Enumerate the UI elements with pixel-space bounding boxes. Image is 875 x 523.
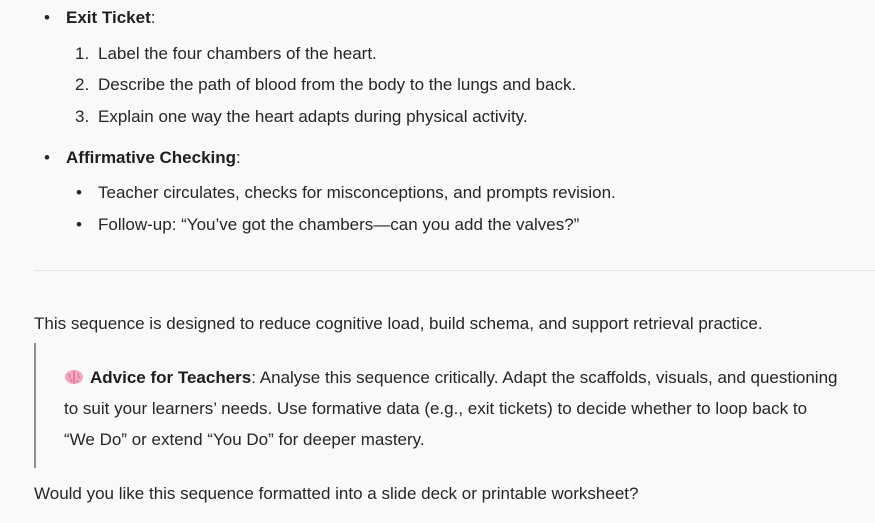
- list-item: Label the four chambers of the heart.: [98, 44, 377, 63]
- list-number: 3.: [75, 107, 90, 126]
- list-number: 1.: [75, 44, 90, 63]
- list-item: Describe the path of blood from the body to the lungs and back.: [98, 75, 577, 94]
- bullet-marker: •: [76, 215, 82, 234]
- bullet-marker: •: [76, 183, 82, 202]
- summary-text: This sequence is designed to reduce cognitive load, build schema, and support retrieval practice.: [34, 314, 763, 333]
- exit-ticket-heading: [66, 7, 155, 29]
- advice-text: : Analyse this sequence critically. Adapt the scaffolds, visuals, and questioning: [251, 368, 838, 387]
- exit-ticket-title: Exit Ticket: [66, 8, 151, 27]
- advice-line-3: “We Do” or extend “You Do” for deeper mastery.: [64, 430, 425, 449]
- list-item: Follow-up: “You’ve got the chambers—can you add the valves?”: [98, 215, 580, 234]
- affirmative-checking-heading: [66, 147, 241, 169]
- list-item: Explain one way the heart adapts during physical activity.: [98, 107, 528, 126]
- list-number: 2.: [75, 75, 90, 94]
- affirmative-checking-title: Affirmative Checking: [66, 148, 237, 167]
- bullet-marker: •: [44, 8, 50, 27]
- list-item: Teacher circulates, checks for misconceptions, and prompts revision.: [98, 183, 616, 202]
- advice-line-2: to suit your learners’ needs. Use formative data (e.g., exit tickets) to decide whether to loop back to: [64, 399, 808, 418]
- colon: :: [150, 8, 156, 27]
- colon: :: [236, 148, 241, 167]
- brain-icon: [64, 369, 84, 385]
- blockquote-bar: [34, 343, 36, 468]
- advice-line-1: [64, 367, 837, 389]
- bullet-marker: •: [44, 148, 50, 167]
- advice-title: Advice for Teachers: [90, 368, 252, 387]
- section-divider: [34, 270, 875, 271]
- closing-question: Would you like this sequence formatted into a slide deck or printable worksheet?: [34, 484, 639, 503]
